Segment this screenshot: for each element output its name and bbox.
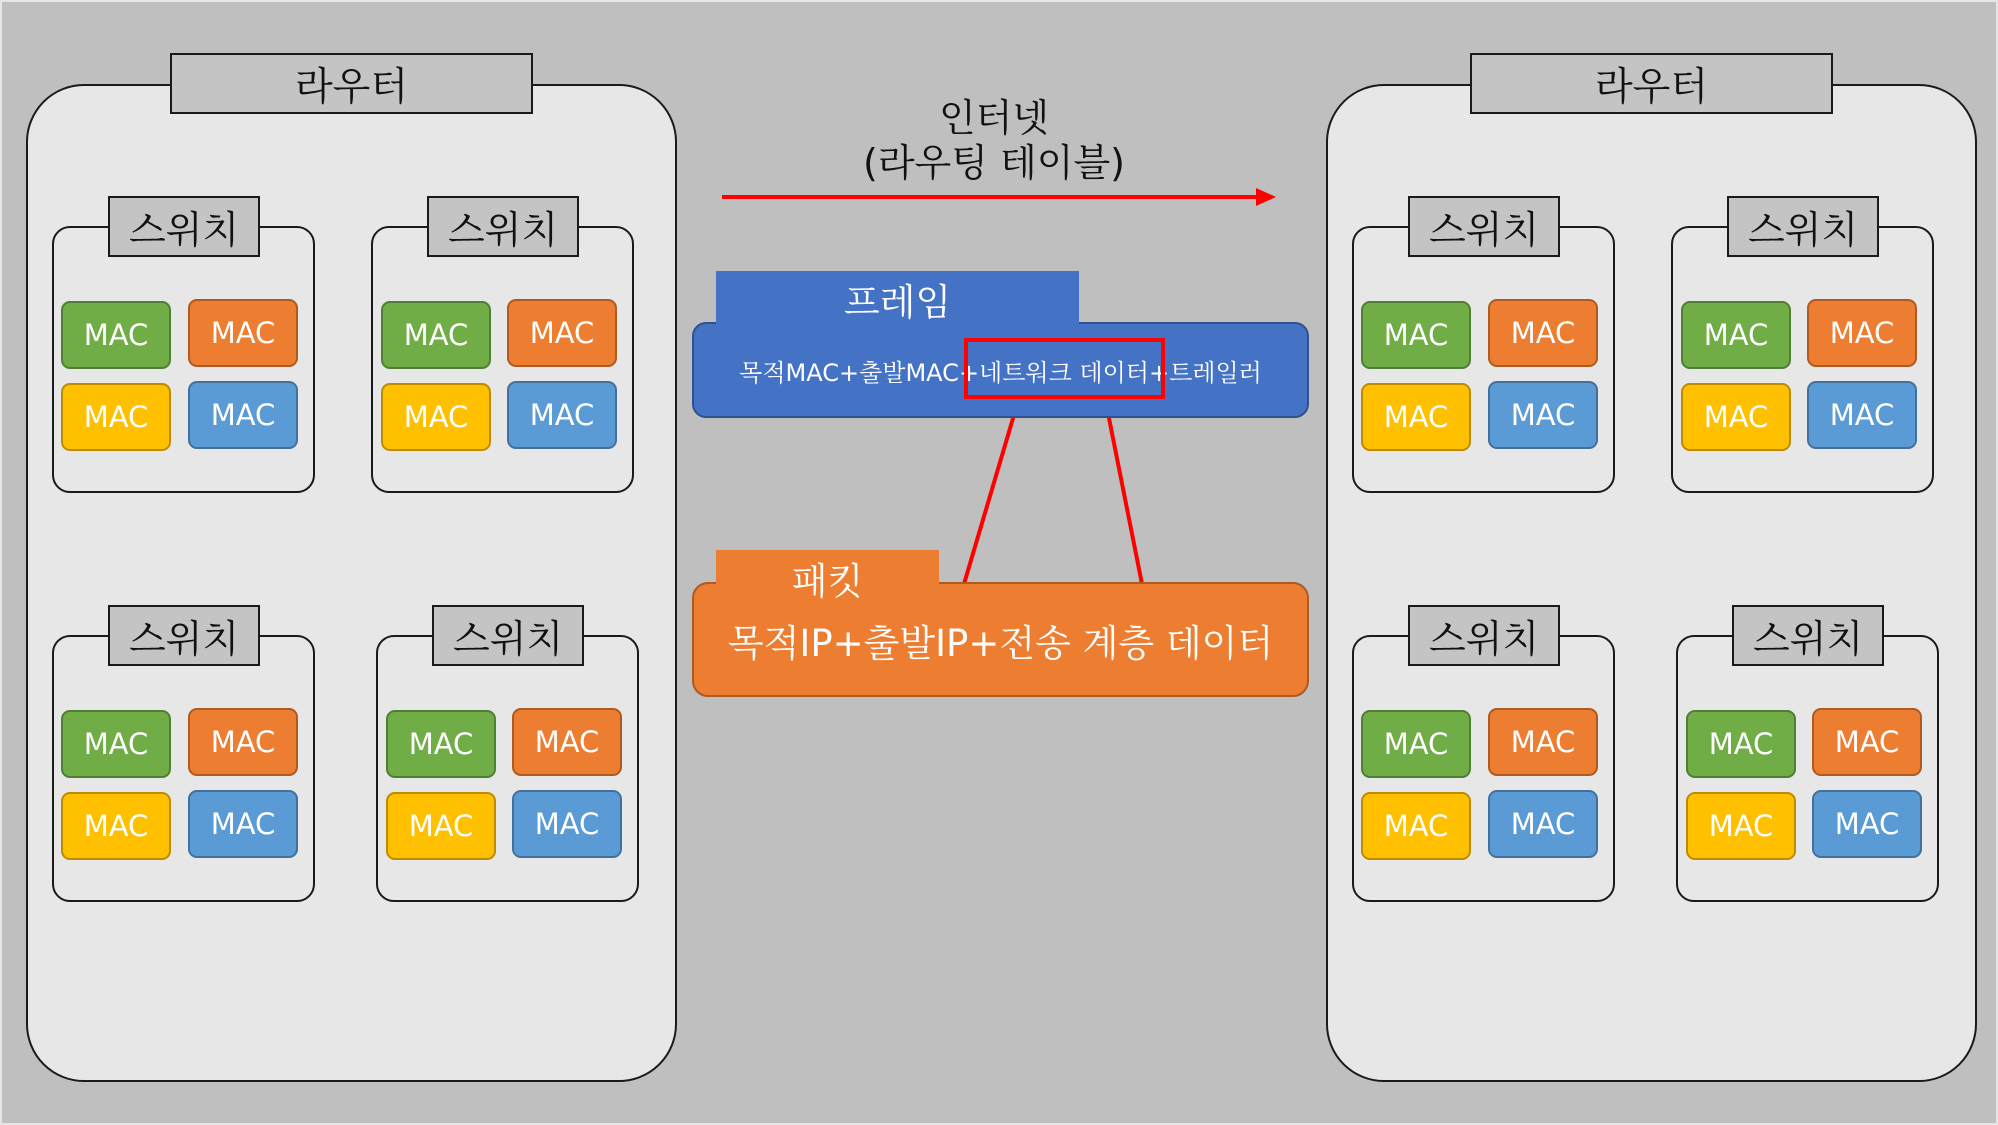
mac-node: MAC	[1681, 383, 1791, 451]
mac-node: MAC	[1488, 790, 1598, 858]
mac-node: MAC	[1361, 710, 1471, 778]
mac-node: MAC	[386, 710, 496, 778]
mac-node: MAC	[507, 381, 617, 449]
mac-node: MAC	[1807, 299, 1917, 367]
internet-title: 인터넷	[938, 96, 1050, 140]
mac-node: MAC	[188, 299, 298, 367]
mac-node: MAC	[512, 790, 622, 858]
switch-label: 스위치	[432, 605, 584, 666]
frame-title: 프레임	[716, 271, 1079, 327]
mac-node: MAC	[386, 792, 496, 860]
mac-node: MAC	[1488, 299, 1598, 367]
encapsulation-line-right	[1105, 398, 1142, 584]
frame-content: 목적MAC+출발MAC+네트워크 데이터+트레일러	[739, 358, 1262, 387]
switch-label: 스위치	[427, 196, 579, 257]
left-router-label: 라우터	[170, 53, 533, 114]
switch-label: 스위치	[108, 605, 260, 666]
packet-title: 패킷	[716, 550, 939, 606]
mac-node: MAC	[188, 708, 298, 776]
mac-node: MAC	[1488, 381, 1598, 449]
mac-node: MAC	[1361, 792, 1471, 860]
encapsulation-line-left	[964, 398, 1019, 584]
switch-label: 스위치	[1727, 196, 1879, 257]
mac-node: MAC	[512, 708, 622, 776]
routing-table-label: (라우팅 테이블)	[863, 141, 1125, 185]
mac-node: MAC	[381, 301, 491, 369]
mac-node: MAC	[1812, 790, 1922, 858]
mac-node: MAC	[61, 792, 171, 860]
mac-node: MAC	[1681, 301, 1791, 369]
arrow-head-icon	[1256, 188, 1276, 206]
switch-label: 스위치	[1732, 605, 1884, 666]
mac-node: MAC	[188, 790, 298, 858]
mac-node: MAC	[507, 299, 617, 367]
mac-node: MAC	[1686, 710, 1796, 778]
mac-node: MAC	[61, 710, 171, 778]
connector-lines	[2, 2, 1998, 1125]
right-router-label: 라우터	[1470, 53, 1833, 114]
mac-node: MAC	[1812, 708, 1922, 776]
mac-node: MAC	[1361, 301, 1471, 369]
mac-node: MAC	[1686, 792, 1796, 860]
mac-node: MAC	[61, 301, 171, 369]
switch-label: 스위치	[108, 196, 260, 257]
mac-node: MAC	[61, 383, 171, 451]
mac-node: MAC	[1807, 381, 1917, 449]
switch-label: 스위치	[1408, 605, 1560, 666]
packet-content: 목적IP+출발IP+전송 계층 데이터	[727, 621, 1274, 665]
mac-node: MAC	[188, 381, 298, 449]
mac-node: MAC	[381, 383, 491, 451]
switch-label: 스위치	[1408, 196, 1560, 257]
mac-node: MAC	[1488, 708, 1598, 776]
network-data-highlight	[964, 338, 1165, 399]
mac-node: MAC	[1361, 383, 1471, 451]
